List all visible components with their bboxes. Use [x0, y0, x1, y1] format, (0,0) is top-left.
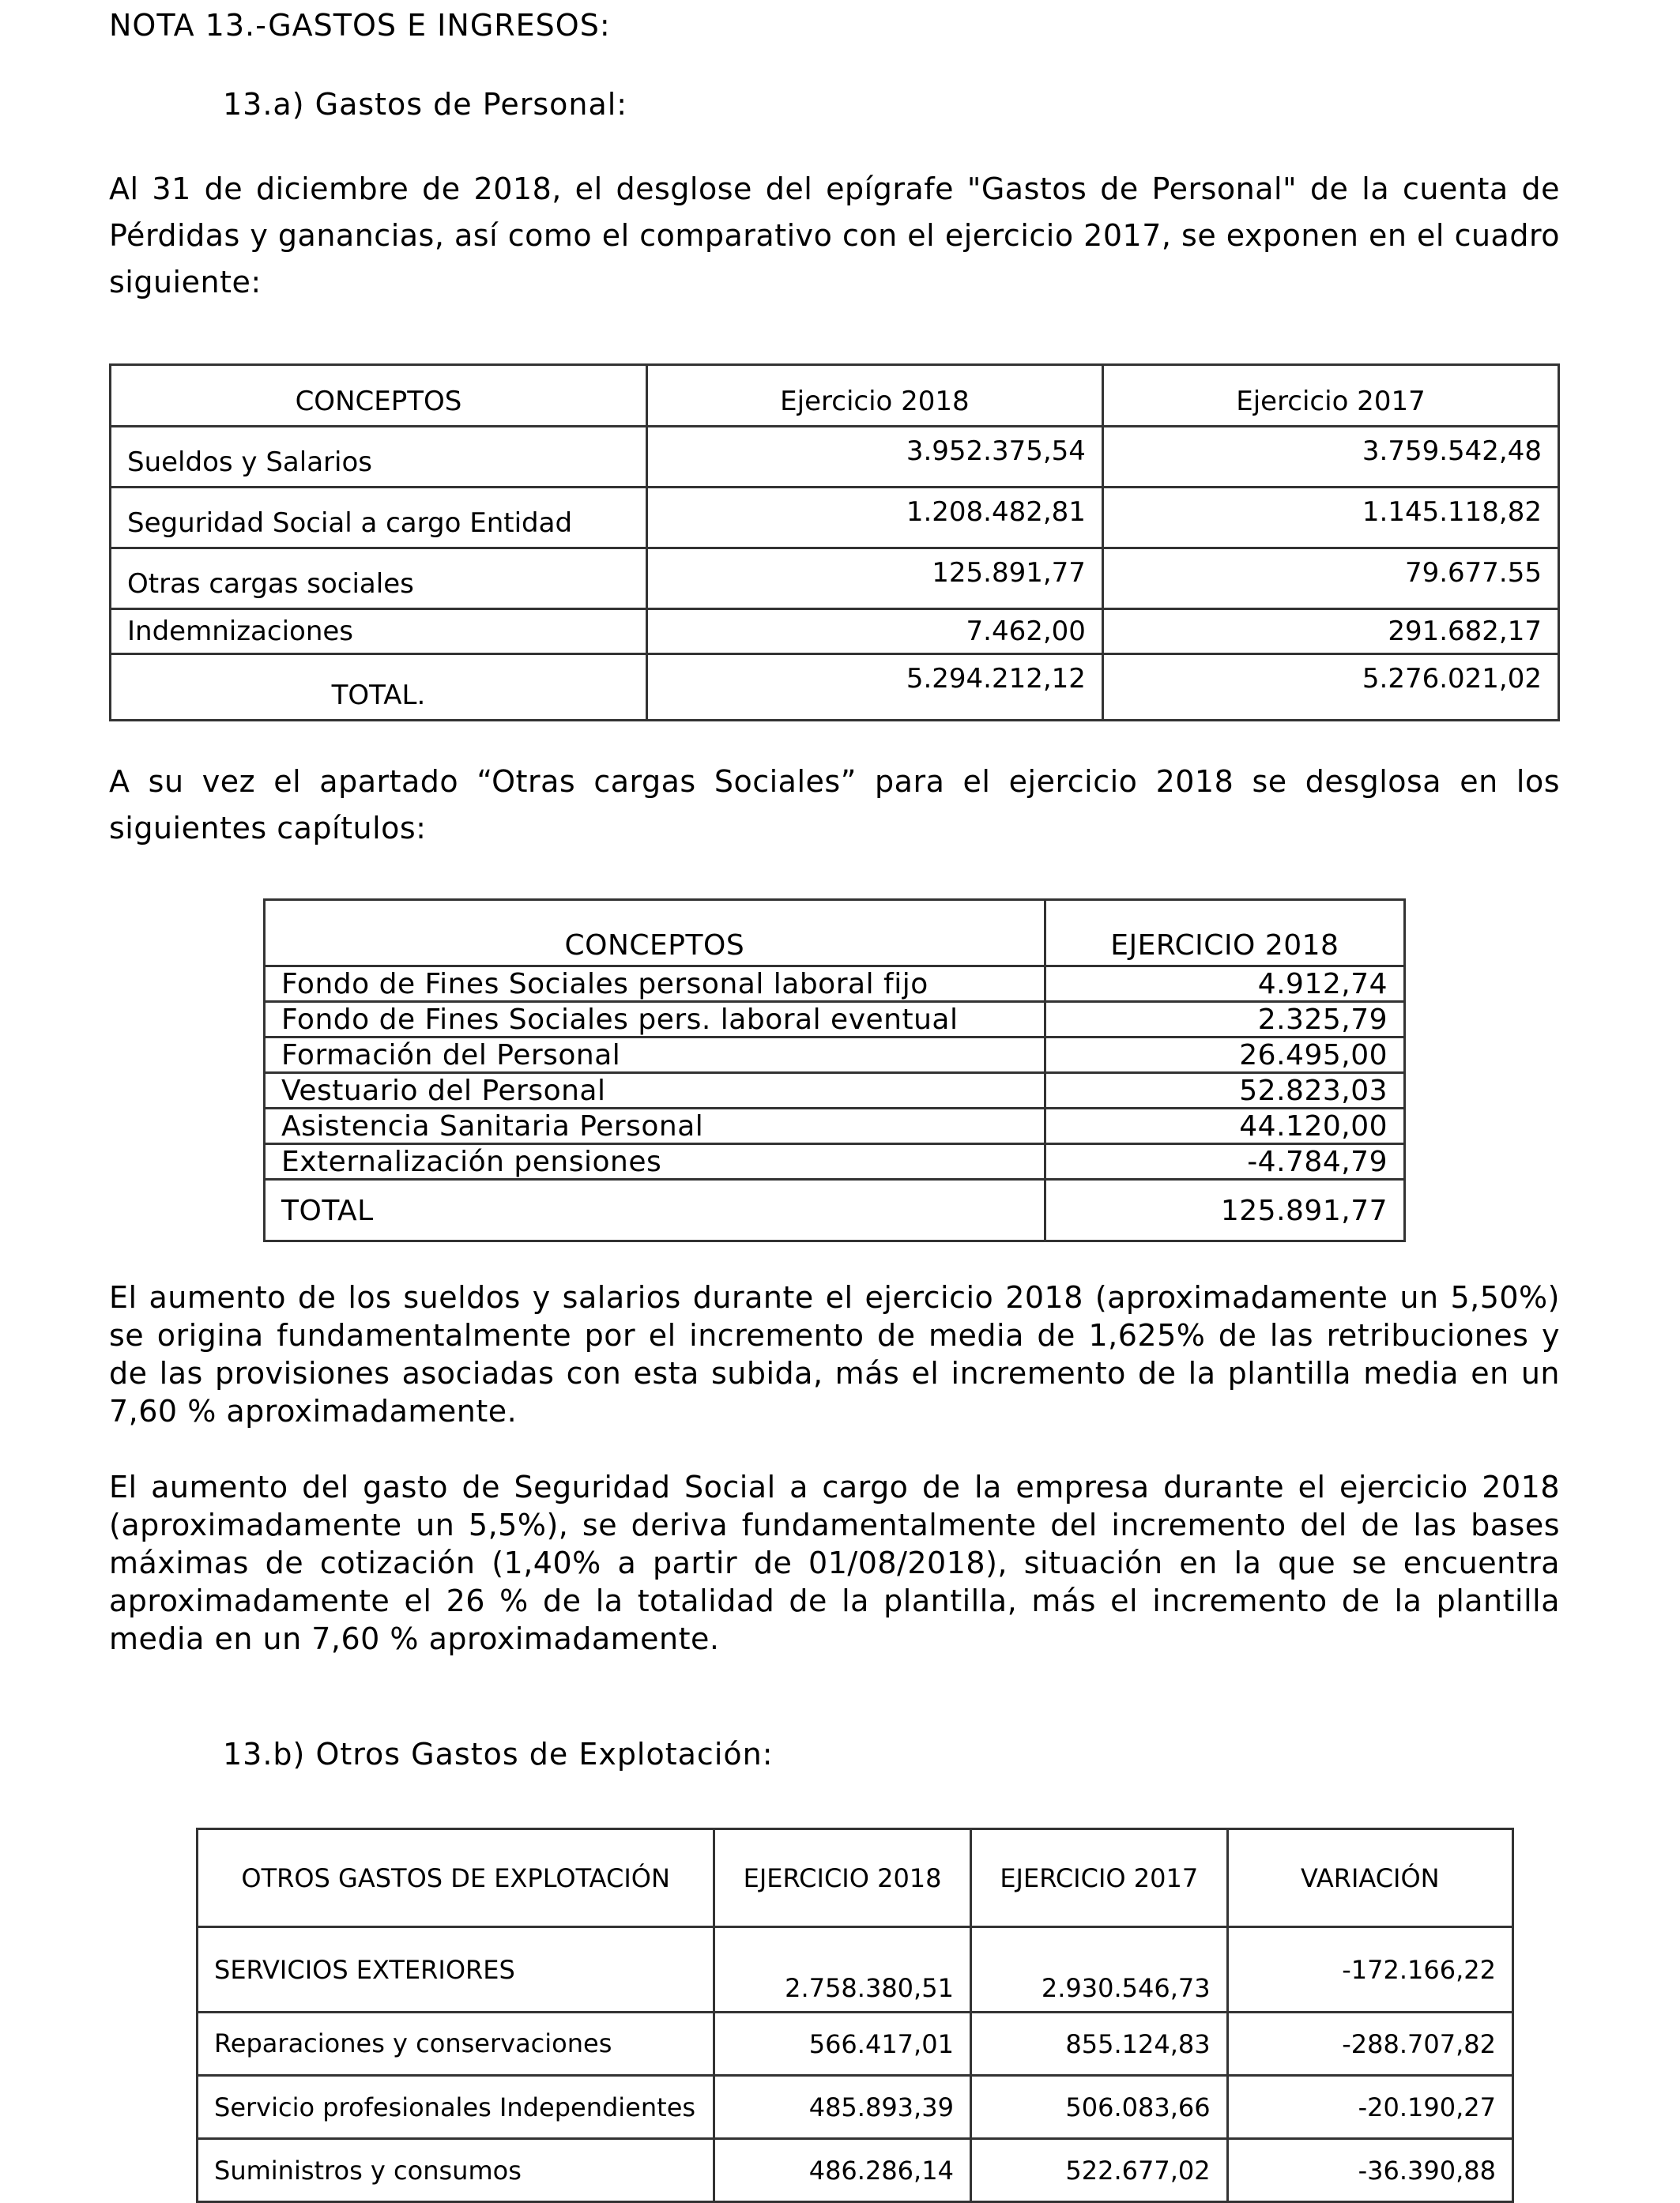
total-label: TOTAL [265, 1180, 1045, 1241]
row-concept: Sueldos y Salarios [111, 427, 647, 488]
header-2017: EJERCICIO 2017 [970, 1829, 1227, 1927]
operating-expenses-table [196, 1828, 1514, 2203]
header-2018: EJERCICIO 2018 [714, 1829, 971, 1927]
row-concept: Servicio profesionales Independientes [198, 2076, 714, 2139]
header-2017: Ejercicio 2017 [1102, 365, 1558, 427]
row-concept: Fondo de Fines Sociales personal laboral fijo [265, 966, 1045, 1002]
table-row [265, 1109, 1405, 1144]
table-row [265, 1037, 1405, 1073]
row-variation: -20.190,27 [1227, 2076, 1512, 2139]
row-2017: 1.145.118,82 [1102, 488, 1558, 548]
table-row [111, 427, 1559, 488]
row-2018: 1.208.482,81 [646, 488, 1102, 548]
row-variation: -172.166,22 [1227, 1927, 1512, 2013]
row-2017: 522.677,02 [970, 2139, 1227, 2202]
note-heading: NOTA 13.-GASTOS E INGRESOS: [109, 8, 611, 43]
table-header-row [265, 900, 1405, 966]
row-2018: 125.891,77 [646, 548, 1102, 609]
table-header-row [111, 365, 1559, 427]
table-row [111, 488, 1559, 548]
row-concept: Indemnizaciones [111, 609, 647, 654]
table-row [265, 1002, 1405, 1037]
total-2017: 5.276.021,02 [1102, 654, 1558, 721]
row-value: 26.495,00 [1045, 1037, 1404, 1073]
row-value: -4.784,79 [1045, 1144, 1404, 1180]
row-2018: 486.286,14 [714, 2139, 971, 2202]
row-concept: Reparaciones y conservaciones [198, 2013, 714, 2076]
row-concept: Formación del Personal [265, 1037, 1045, 1073]
row-concept: Suministros y consumos [198, 2139, 714, 2202]
table-header-row [198, 1829, 1513, 1927]
header-2018: Ejercicio 2018 [646, 365, 1102, 427]
row-2018: 7.462,00 [646, 609, 1102, 654]
header-2018: EJERCICIO 2018 [1045, 900, 1404, 966]
table-row [198, 2013, 1513, 2076]
row-value: 44.120,00 [1045, 1109, 1404, 1144]
row-concept: Asistencia Sanitaria Personal [265, 1109, 1045, 1144]
row-2017: 855.124,83 [970, 2013, 1227, 2076]
table-row [198, 2139, 1513, 2202]
total-2018: 5.294.212,12 [646, 654, 1102, 721]
personnel-expenses-table [109, 363, 1560, 721]
row-concept: Seguridad Social a cargo Entidad [111, 488, 647, 548]
row-concept: Externalización pensiones [265, 1144, 1045, 1180]
row-concept: Vestuario del Personal [265, 1073, 1045, 1109]
header-concepts: CONCEPTOS [265, 900, 1045, 966]
row-2018: 485.893,39 [714, 2076, 971, 2139]
section-a-title: 13.a) Gastos de Personal: [223, 87, 628, 122]
header-concepts: CONCEPTOS [111, 365, 647, 427]
row-2017: 291.682,17 [1102, 609, 1558, 654]
header-concept: OTROS GASTOS DE EXPLOTACIÓN [198, 1829, 714, 1927]
total-value: 125.891,77 [1045, 1180, 1404, 1241]
table-row [111, 548, 1559, 609]
salary-increase-paragraph: El aumento de los sueldos y salarios durante el ejercicio 2018 (aproximadamente un 5,50%) se origina fundamentalmente por el incremento de media de 1,625% de las retribuciones y de las provisiones asociadas con esta subida, más el incremento de la plantilla media en un 7,60 % aproximadamente. [109, 1280, 1560, 1429]
row-concept: Otras cargas sociales [111, 548, 647, 609]
row-variation: -288.707,82 [1227, 2013, 1512, 2076]
row-2017: 2.930.546,73 [970, 1927, 1227, 2013]
table-row [198, 1927, 1513, 2013]
row-value: 52.823,03 [1045, 1073, 1404, 1109]
row-2018: 3.952.375,54 [646, 427, 1102, 488]
table-row [198, 2076, 1513, 2139]
social-security-paragraph: El aumento del gasto de Seguridad Social a cargo de la empresa durante el ejercicio 2018 (aproximadamente un 5,5%), se deriva fundamentalmente del incremento del de las bases máximas de cotización (1,40% a partir de 01/08/2018), situación en la que se encuentra aproximadamente el 26 % de la totalidad de la plantilla, más el incremento de la plantilla media en un 7,60 % aproximadamente. [109, 1470, 1560, 1656]
section-a-intro2: A su vez el apartado “Otras cargas Sociales” para el ejercicio 2018 se desglosa en los siguientes capítulos: [109, 764, 1560, 845]
row-2018: 566.417,01 [714, 2013, 971, 2076]
row-concept: Fondo de Fines Sociales pers. laboral eventual [265, 1002, 1045, 1037]
row-value: 2.325,79 [1045, 1002, 1404, 1037]
row-2017: 79.677.55 [1102, 548, 1558, 609]
row-2018: 2.758.380,51 [714, 1927, 971, 2013]
table-row [265, 966, 1405, 1002]
row-value: 4.912,74 [1045, 966, 1404, 1002]
total-row [265, 1180, 1405, 1241]
table-row [111, 609, 1559, 654]
total-label: TOTAL. [111, 654, 647, 721]
row-variation: -36.390,88 [1227, 2139, 1512, 2202]
total-row [111, 654, 1559, 721]
table-row [265, 1144, 1405, 1180]
section-a-intro: Al 31 de diciembre de 2018, el desglose del epígrafe "Gastos de Personal" de la cuenta de Pérdidas y ganancias, así como el comparativo con el ejercicio 2017, se exponen en el cuadro siguiente: [109, 171, 1560, 299]
row-2017: 506.083,66 [970, 2076, 1227, 2139]
row-concept: SERVICIOS EXTERIORES [198, 1927, 714, 2013]
table-row [265, 1073, 1405, 1109]
row-2017: 3.759.542,48 [1102, 427, 1558, 488]
section-b-title: 13.b) Otros Gastos de Explotación: [223, 1737, 774, 1772]
social-charges-table [263, 898, 1406, 1242]
header-variation: VARIACIÓN [1227, 1829, 1512, 1927]
